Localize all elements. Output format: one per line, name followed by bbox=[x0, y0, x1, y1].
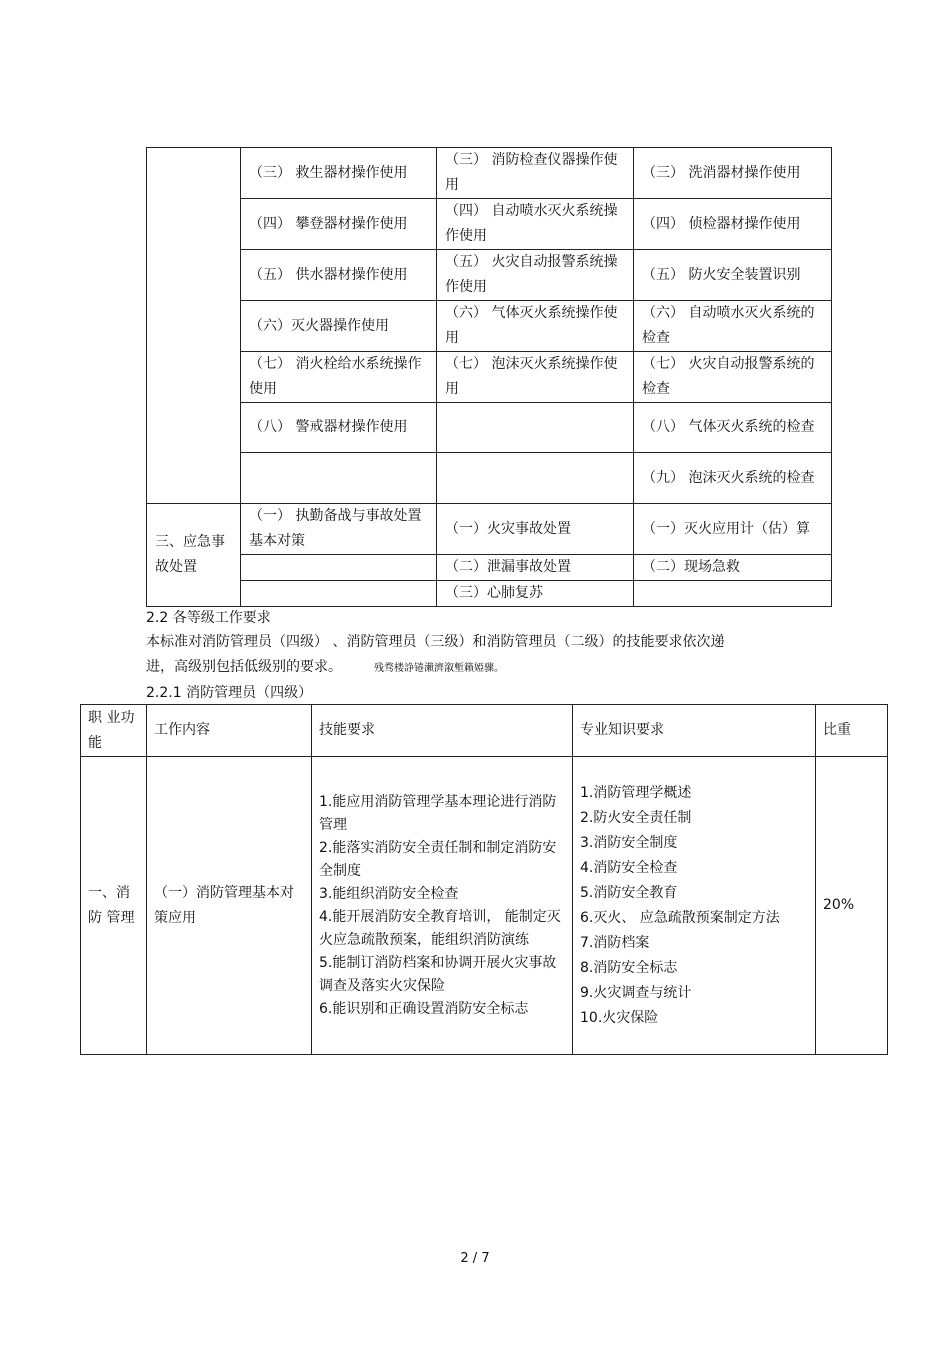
table-cell bbox=[437, 453, 634, 504]
table-cell: （二）现场急救 bbox=[634, 555, 832, 581]
table-row bbox=[147, 504, 832, 555]
table-row bbox=[147, 403, 832, 453]
table-cell: （七） 泡沫灭火系统操作使用 bbox=[437, 352, 634, 403]
table-cell: （三）心肺复苏 bbox=[437, 581, 634, 607]
table-cell: （五） 防火安全装置识别 bbox=[634, 250, 832, 301]
table-cell bbox=[241, 581, 437, 607]
garbled-text: 残骛楼諍锩瀨濟溆塹籟婭骤。 bbox=[374, 663, 504, 674]
table-cell: （五） 供水器材操作使用 bbox=[241, 250, 437, 301]
list-item: 7.消防档案 bbox=[580, 934, 650, 951]
table-cell bbox=[634, 581, 832, 607]
table-cell: （六） 气体灭火系统操作使用 bbox=[437, 301, 634, 352]
table-cell: （七） 火灾自动报警系统的检查 bbox=[634, 352, 832, 403]
requirements-table-continued bbox=[146, 147, 832, 607]
table-cell: （三） 消防检查仪器操作使用 bbox=[437, 148, 634, 199]
table-row bbox=[147, 581, 832, 607]
table-row bbox=[147, 148, 832, 199]
paragraph-text: 进，高级别包括低级别的要求。 bbox=[146, 659, 342, 675]
table-cell: （八） 警戒器材操作使用 bbox=[241, 403, 437, 453]
table-cell: （四） 自动喷水灭火系统操作使用 bbox=[437, 199, 634, 250]
table-cell: （七） 消火栓给水系统操作使用 bbox=[241, 352, 437, 403]
table-row bbox=[147, 453, 832, 504]
section-heading: 2.2 各等级工作要求 bbox=[146, 610, 271, 626]
table-cell: （三） 洗消器材操作使用 bbox=[634, 148, 832, 199]
list-item: 5.能制订消防档案和协调开展火灾事故调查及落实火灾保险 bbox=[319, 954, 557, 994]
function-cell-empty bbox=[147, 148, 241, 504]
table-cell: （一）火灾事故处置 bbox=[437, 504, 634, 555]
knowledge-cell bbox=[573, 757, 816, 1055]
table-cell bbox=[241, 555, 437, 581]
skills-cell bbox=[312, 757, 573, 1055]
table-row bbox=[147, 301, 832, 352]
page-number: 2 / 7 bbox=[460, 1251, 490, 1266]
list-item: 4.消防安全检查 bbox=[580, 859, 678, 876]
list-item: 1.消防管理学概述 bbox=[580, 784, 692, 801]
header-skills: 技能要求 bbox=[312, 705, 573, 757]
table-cell: （三） 救生器材操作使用 bbox=[241, 148, 437, 199]
header-content: 工作内容 bbox=[147, 705, 312, 757]
table-row bbox=[147, 199, 832, 250]
section-paragraph-line1: 本标准对消防管理员（四级） 、消防管理员（三级）和消防管理员（二级）的技能要求依次递 bbox=[146, 634, 725, 650]
table-row bbox=[147, 555, 832, 581]
table-cell: （四） 攀登器材操作使用 bbox=[241, 199, 437, 250]
table-row bbox=[147, 352, 832, 403]
list-item: 6.能识别和正确设置消防安全标志 bbox=[319, 1000, 529, 1017]
table-cell: （一） 执勤备战与事故处置基本对策 bbox=[241, 504, 437, 555]
list-item: 9.火灾调查与统计 bbox=[580, 984, 692, 1001]
table-cell: （六）灭火器操作使用 bbox=[241, 301, 437, 352]
table-row bbox=[81, 757, 888, 1055]
table-cell: （六） 自动喷水灭火系统的检查 bbox=[634, 301, 832, 352]
list-item: 3.能组织消防安全检查 bbox=[319, 885, 459, 902]
list-item: 5.消防安全教育 bbox=[580, 884, 678, 901]
header-function: 职 业功能 bbox=[81, 705, 147, 757]
list-item: 6.灭火、 应急疏散预案制定方法 bbox=[580, 909, 780, 926]
level4-requirements-table bbox=[80, 704, 888, 1055]
list-item: 8.消防安全标志 bbox=[580, 959, 678, 976]
table-cell: （二）泄漏事故处置 bbox=[437, 555, 634, 581]
list-item: 1.能应用消防管理学基本理论进行消防管理 bbox=[319, 793, 557, 833]
header-weight: 比重 bbox=[816, 705, 888, 757]
subsection-heading: 2.2.1 消防管理员（四级） bbox=[146, 685, 313, 701]
weight-cell: 20% bbox=[816, 757, 888, 1055]
table-cell: （一）灭火应用计（估）算 bbox=[634, 504, 832, 555]
table-cell: （八） 气体灭火系统的检查 bbox=[634, 403, 832, 453]
table-row bbox=[147, 250, 832, 301]
list-item: 10.火灾保险 bbox=[580, 1009, 659, 1026]
emergency-function-cell: 三、应急事故处置 bbox=[147, 504, 241, 607]
table-cell: （五） 火灾自动报警系统操作使用 bbox=[437, 250, 634, 301]
table-cell bbox=[437, 403, 634, 453]
table-header-row bbox=[81, 705, 888, 757]
function-cell: 一、消防 管理 bbox=[81, 757, 147, 1055]
table-cell: （四） 侦检器材操作使用 bbox=[634, 199, 832, 250]
list-item: 3.消防安全制度 bbox=[580, 834, 678, 851]
table-cell bbox=[241, 453, 437, 504]
section-paragraph-line2 bbox=[146, 656, 504, 680]
header-knowledge: 专业知识要求 bbox=[573, 705, 816, 757]
table-cell: （九） 泡沫灭火系统的检查 bbox=[634, 453, 832, 504]
list-item: 2.防火安全责任制 bbox=[580, 809, 692, 826]
list-item: 4.能开展消防安全教育培训， 能制定灭火应急疏散预案，能组织消防演练 bbox=[319, 908, 561, 948]
content-cell: （一）消防管理基本对策应用 bbox=[147, 757, 312, 1055]
list-item: 2.能落实消防安全责任制和制定消防安全制度 bbox=[319, 839, 557, 879]
